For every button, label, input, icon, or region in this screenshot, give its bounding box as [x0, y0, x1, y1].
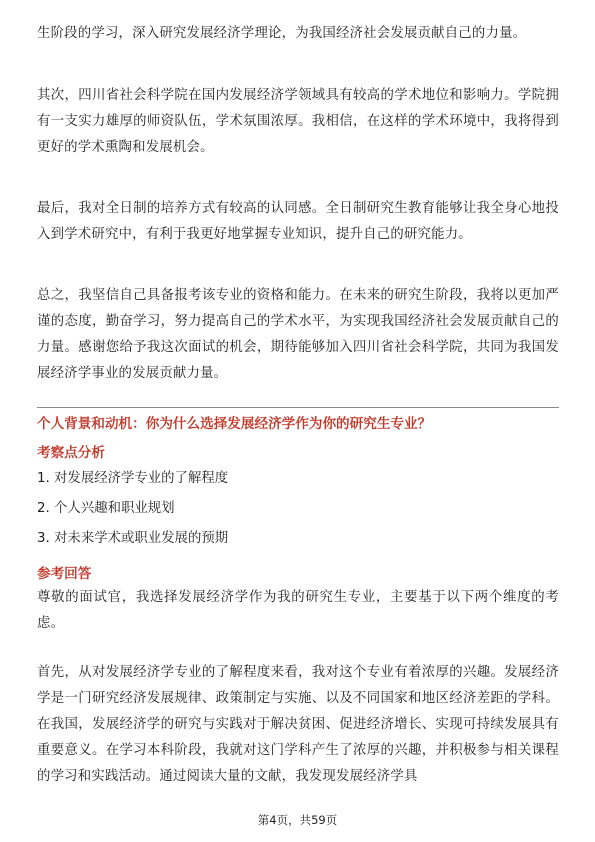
answer-paragraph-intro: 尊敬的面试官，我选择发展经济学作为我的研究生专业，主要基于以下两个维度的考虑。 [37, 590, 559, 631]
paragraph-continuation: 生阶段的学习，深入研究发展经济学理论，为我国经济社会发展贡献自己的力量。 [37, 26, 527, 41]
paragraph-second-reason: 其次，四川省社会科学院在国内发展经济学领域具有较高的学术地位和影响力。学院拥有一支实力雄厚的师资队伍，学术氛围浓厚。我相信，在这样的学术环境中，我将得到更好的学术熏陶和发展机会。 [37, 88, 559, 155]
paragraph-third-reason: 最后，我对全日制的培养方式有较高的认同感。全日制研究生教育能够让我全身心地投入到学术研究中，有利于我更好地掌握专业知识，提升自己的研究能力。 [37, 201, 559, 242]
analysis-item: 3. 对未来学术或职业发展的预期 [37, 531, 229, 546]
interview-question: 个人背景和动机：你为什么选择发展经济学作为你的研究生专业？ [37, 416, 432, 432]
section-divider [37, 407, 559, 408]
answer-paragraph-first: 首先，从对发展经济学专业的了解程度来看，我对这个专业有着浓厚的兴趣。发展经济学是一门研究经济发展规律、政策制定与实施、以及不同国家和地区经济差距的学科。在我国，发展经济学的研究与实践对于解决贫困、促进经济增长、实现可持续发展具有重要意义。在学习本科阶段，我就对这门学科产生了浓厚的兴趣，并积极参与相关课程的学习和实践活动。通过阅读大量的文献，我发现发展经济学具 [37, 665, 559, 784]
page-number-footer: 第4页，共59页 [257, 813, 338, 827]
analysis-heading: 考察点分析 [37, 445, 105, 461]
paragraph-conclusion: 总之，我坚信自己具备报考该专业的资格和能力。在未来的研究生阶段，我将以更加严谨的态度，勤奋学习，努力提高自己的学术水平，为实现我国经济社会发展贡献自己的力量。感谢您给予我这次面试的机会，期待能够加入四川省社会科学院，共同为我国发展经济学事业的发展贡献力量。 [37, 288, 559, 381]
answer-heading: 参考回答 [37, 566, 92, 582]
analysis-item: 1. 对发展经济学专业的了解程度 [37, 471, 229, 486]
analysis-item: 2. 个人兴趣和职业规划 [37, 501, 175, 516]
